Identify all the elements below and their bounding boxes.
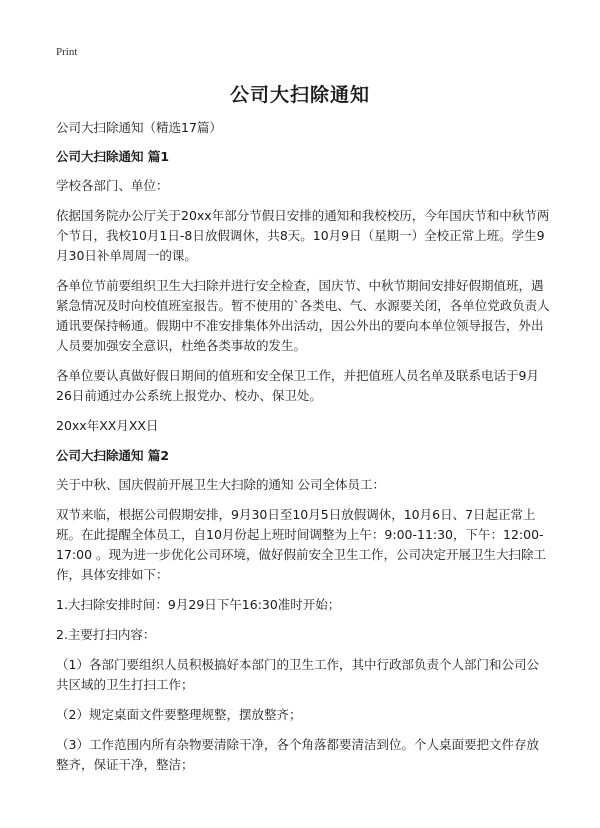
paragraph-greeting: 学校各部门、单位： (56, 178, 169, 193)
paragraph: 双节来临，根据公司假期安排，9月30日至10月5日放假调休，10月6日、7日起正常上班。在此提醒全体员工，自10月份起上班时间调整为上午：9:00-11:30，下午：12:00-17:00 。现为进一步优化公司环境，做好假前安全卫生工作，公司决定开展卫生大扫除工作，具体安排如下： (56, 507, 546, 582)
paragraph: 各单位节前要组织卫生大扫除并进行安全检查，国庆节、中秋节期间安排好假期值班，遇紧急情况及时向校值班室报告。暂不使用的`各类电、气、水源要关闭，各单位党政负责人通讯要保持畅通。假期中不准安排集体外出活动，因公外出的要向本单位领导报告，外出人员要加强安全意识，杜绝各类事故的发生。 (56, 278, 550, 353)
list-item: 2.主要打扫内容： (56, 627, 156, 642)
sub-list-item: （1）各部门要组织人员积极搞好本部门的卫生工作，其中行政部负责个人部门和公司公共区域的卫生打扫工作； (56, 657, 539, 692)
sub-list-item: （2）规定桌面文件要整理规整，摆放整齐； (56, 707, 302, 722)
section-heading: 公司大扫除通知 篇1 (56, 149, 170, 164)
document-subtitle: 公司大扫除通知（精选17篇） (56, 120, 222, 135)
section-heading: 公司大扫除通知 篇2 (56, 448, 170, 463)
list-item: 1.大扫除安排时间：9月29日下午16:30准时开始； (56, 597, 341, 612)
sub-list-item: （3）工作范围内所有杂物要清除干净，各个角落都要清洁到位。个人桌面要把文件存放整齐，保证干净，整洁； (56, 737, 539, 772)
document-body (56, 118, 550, 785)
paragraph: 依据国务院办公厅关于20xx年部分节假日安排的通知和我校校历，今年国庆节和中秋节两个节日，我校10月1日-8日放假调休，共8天。10月9日（星期一）全校正常上班。学生9月30日补单周周一的课。 (56, 208, 550, 263)
paragraph: 各单位要认真做好假日期间的值班和安全保卫工作，并把值班人员名单及联系电话于9月26日前通过办公系统上报党办、校办、保卫处。 (56, 368, 539, 403)
print-label[interactable]: Print (56, 46, 78, 58)
paragraph-intro: 关于中秋、国庆假前开展卫生大扫除的通知 公司全体员工： (56, 477, 385, 492)
page-title: 公司大扫除通知 (229, 84, 370, 106)
date-line: 20xx年XX月XX日 (56, 418, 159, 433)
